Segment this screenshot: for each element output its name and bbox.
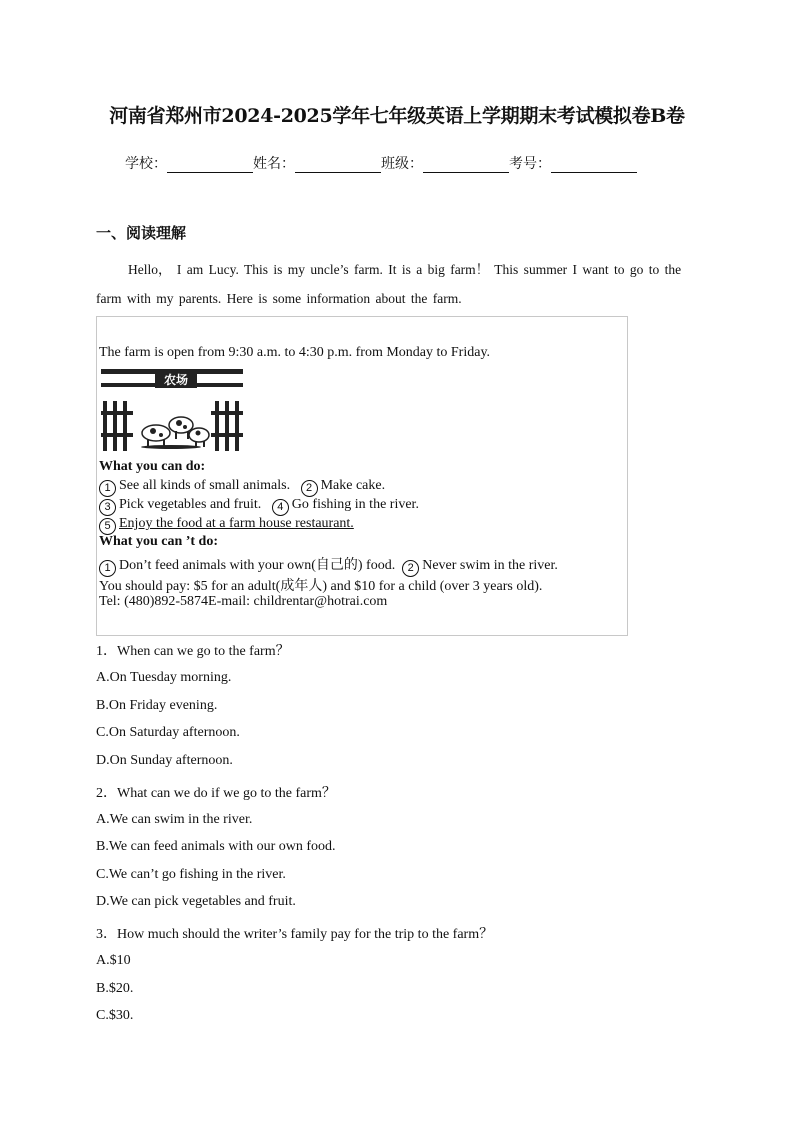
option-3c[interactable]: C.$30. <box>96 1008 134 1023</box>
can-do-item: See all kinds of small animals. <box>119 478 291 493</box>
payment-info: You should pay: $5 for an adult(成年人) and $10 for a child (over 3 years old). <box>99 579 543 594</box>
can-do-item: Go fishing in the river. <box>291 497 419 512</box>
cant-do-item: Never swim in the river. <box>422 558 558 573</box>
option-2c[interactable]: C.We can’t go fishing in the river. <box>96 867 286 882</box>
contact-info: Tel: (480)892-5874E-mail: childrentar@hotrai.com <box>99 594 388 609</box>
number-badge: 2 <box>301 480 318 497</box>
cant-do-line <box>99 554 558 577</box>
farm-sign-image <box>101 367 243 453</box>
can-do-item: Pick vegetables and fruit. <box>119 497 262 512</box>
class-label: 班级： <box>381 156 423 172</box>
option-3b[interactable]: B.$20. <box>96 981 134 996</box>
number-badge: 2 <box>402 560 419 577</box>
option-2a[interactable]: A.We can swim in the river. <box>96 812 253 827</box>
school-label: 学校： <box>125 156 167 172</box>
can-do-line-3 <box>99 516 354 535</box>
number-badge: 3 <box>99 499 116 516</box>
can-do-line-1 <box>99 478 385 497</box>
question-2: 2．What can we do if we go to the farm？ <box>96 786 336 801</box>
option-1b[interactable]: B.On Friday evening. <box>96 698 218 713</box>
section-heading: 一、阅读理解 <box>96 224 187 242</box>
cant-do-heading: What you can ’t do: <box>99 534 219 549</box>
student-info-row <box>125 153 637 173</box>
class-blank[interactable] <box>423 156 509 173</box>
farm-info-box <box>96 316 628 636</box>
can-do-line-2 <box>99 497 419 516</box>
can-do-heading: What you can do: <box>99 459 206 474</box>
number-badge: 1 <box>99 480 116 497</box>
question-3: 3．How much should the writer’s family pay for the trip to the farm？ <box>96 927 494 942</box>
question-1: 1．When can we go to the farm？ <box>96 644 290 659</box>
passage-text: Hello， I am Lucy. This is my uncle’s farm. It is a big farm！ This summer I want to go to the farm with my parents. Here is some information about the farm. <box>96 262 682 306</box>
number-label: 考号： <box>509 156 551 172</box>
school-blank[interactable] <box>167 156 253 173</box>
number-badge: 1 <box>99 560 116 577</box>
number-blank[interactable] <box>551 156 637 173</box>
option-2b[interactable]: B.We can feed animals with our own food. <box>96 839 336 854</box>
option-1c[interactable]: C.On Saturday afternoon. <box>96 725 240 740</box>
option-1a[interactable]: A.On Tuesday morning. <box>96 670 232 685</box>
option-2d[interactable]: D.We can pick vegetables and fruit. <box>96 894 296 909</box>
sign-text: 农场 <box>163 373 189 387</box>
option-1d[interactable]: D.On Sunday afternoon. <box>96 753 233 768</box>
option-3a[interactable]: A.$10 <box>96 953 131 968</box>
name-blank[interactable] <box>295 156 381 173</box>
opening-hours: The farm is open from 9:30 a.m. to 4:30 p.m. from Monday to Friday. <box>99 345 491 360</box>
exam-title: 河南省郑州市2024-2025学年七年级英语上学期期末考试模拟卷B卷 <box>109 105 685 127</box>
number-badge: 4 <box>272 499 289 516</box>
cant-do-item: Don’t feed animals with your own(自己的) food. <box>119 558 396 573</box>
can-do-item: Enjoy the food at a farm house restaurant. <box>119 516 354 531</box>
number-badge: 5 <box>99 518 116 535</box>
name-label: 姓名： <box>253 156 295 172</box>
can-do-item: Make cake. <box>320 478 386 493</box>
